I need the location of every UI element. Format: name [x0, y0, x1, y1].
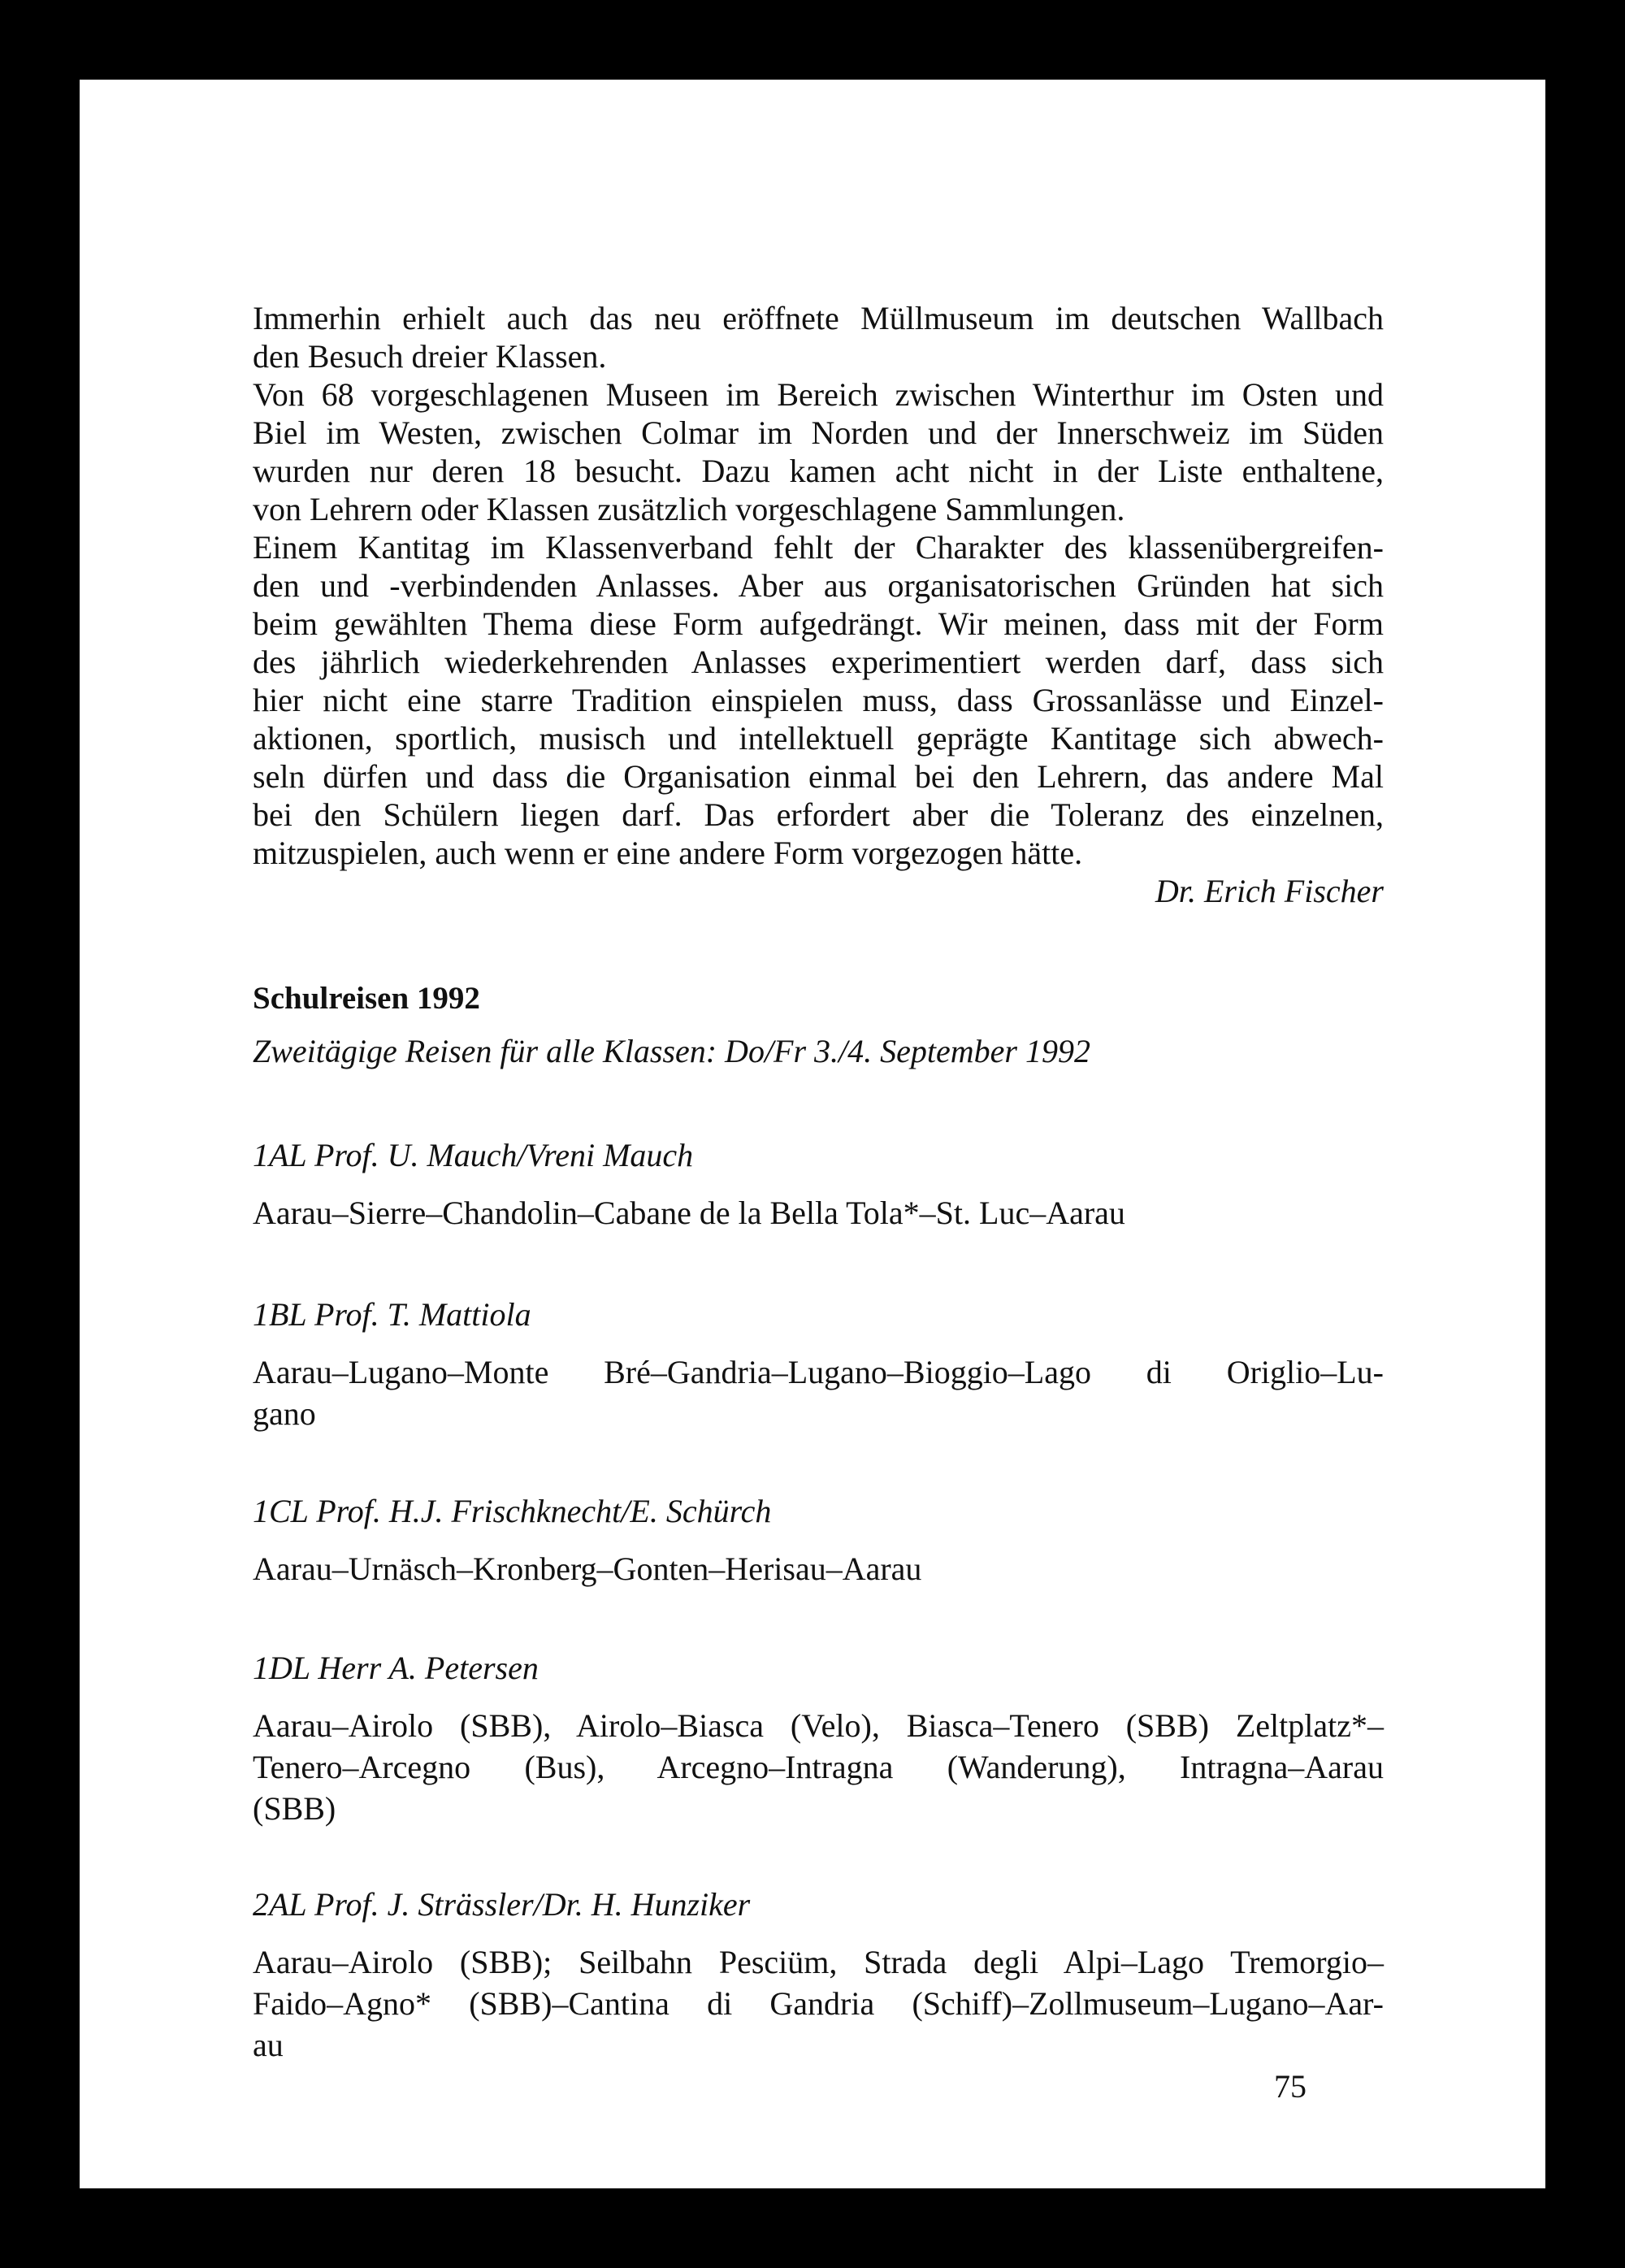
- trip-class-teachers: 1AL Prof. U. Mauch/Vreni Mauch: [253, 1137, 694, 1173]
- intro-line: seln dürfen und dass die Organisation einmal bei den Lehrern, das andere Mal: [253, 758, 1384, 795]
- trip-class-teachers: 1CL Prof. H.J. Frischknecht/E. Schürch: [253, 1493, 772, 1529]
- intro-line: den Besuch dreier Klassen.: [253, 338, 607, 375]
- intro-line: Biel im Westen, zwischen Colmar im Norden und der Innerschweiz im Süden: [253, 414, 1384, 451]
- intro-line: den und -verbindenden Anlasses. Aber aus organisatorischen Gründen hat sich: [253, 567, 1384, 604]
- route-line: Aarau–Airolo (SBB), Airolo–Biasca (Velo), Biasca–Tenero (SBB) Zeltplatz*–: [253, 1707, 1384, 1744]
- page-number: 75: [1274, 2068, 1306, 2105]
- route-line: (SBB): [253, 1790, 336, 1827]
- route-line: Aarau–Sierre–Chandolin–Cabane de la Bella Tola*–St. Luc–Aarau: [253, 1195, 1125, 1231]
- trip-route: [253, 1705, 1384, 1829]
- trip-route: [253, 1548, 1384, 1589]
- trip-route: [253, 1941, 1384, 2066]
- trip-route: [253, 1192, 1384, 1234]
- intro-line: wurden nur deren 18 besucht. Dazu kamen acht nicht in der Liste enthaltene,: [253, 453, 1384, 489]
- intro-line: von Lehrern oder Klassen zusätzlich vorgeschlagene Sammlungen.: [253, 491, 1125, 527]
- route-line: Tenero–Arcegno (Bus), Arcegno–Intragna (Wanderung), Intragna–Aarau: [253, 1749, 1384, 1785]
- trip-class-teachers: 2AL Prof. J. Strässler/Dr. H. Hunziker: [253, 1886, 751, 1923]
- route-line: Aarau–Airolo (SBB); Seilbahn Pesciüm, Strada degli Alpi–Lago Tremorgio–: [253, 1944, 1384, 1980]
- section-title: Schulreisen 1992: [253, 981, 480, 1016]
- trip-class-teachers: 1BL Prof. T. Mattiola: [253, 1296, 531, 1333]
- intro-line: Von 68 vorgeschlagenen Museen im Bereich zwischen Winterthur im Osten und: [253, 376, 1384, 413]
- intro-line: hier nicht eine starre Tradition einspielen muss, dass Grossanlässe und Einzel-: [253, 682, 1384, 718]
- route-line: Faido–Agno* (SBB)–Cantina di Gandria (Schiff)–Zollmuseum–Lugano–Aar-: [253, 1985, 1384, 2022]
- author-signature: Dr. Erich Fischer: [1155, 873, 1384, 909]
- trip-route: [253, 1351, 1384, 1434]
- intro-line: des jährlich wiederkehrenden Anlasses experimentiert werden darf, dass sich: [253, 644, 1384, 680]
- route-line: gano: [253, 1395, 316, 1432]
- intro-line: Immerhin erhielt auch das neu eröffnete Müllmuseum im deutschen Wallbach: [253, 300, 1384, 336]
- intro-line: Einem Kantitag im Klassenverband fehlt der Charakter des klassenübergreifen-: [253, 529, 1384, 566]
- page-content: [253, 299, 1384, 2063]
- trip-entry: [253, 1649, 1384, 1829]
- trip-entry: [253, 1885, 1384, 2066]
- intro-paragraph: [253, 299, 1384, 872]
- intro-line: aktionen, sportlich, musisch und intellektuell geprägte Kantitage sich abwech-: [253, 720, 1384, 757]
- intro-line: mitzuspielen, auch wenn er eine andere Form vorgezogen hätte.: [253, 835, 1083, 871]
- document-page: [80, 80, 1545, 2188]
- trip-entry: [253, 1492, 1384, 1589]
- section-subtitle: Zweitägige Reisen für alle Klassen: Do/Fr 3./4. September 1992: [253, 1033, 1090, 1069]
- route-line: Aarau–Lugano–Monte Bré–Gandria–Lugano–Bioggio–Lago di Origlio–Lu-: [253, 1354, 1384, 1390]
- trip-class-teachers: 1DL Herr A. Petersen: [253, 1650, 539, 1686]
- route-line: Aarau–Urnäsch–Kronberg–Gonten–Herisau–Aarau: [253, 1550, 922, 1587]
- trip-entry: [253, 1136, 1384, 1234]
- intro-line: beim gewählten Thema diese Form aufgedrängt. Wir meinen, dass mit der Form: [253, 605, 1384, 642]
- trip-entry: [253, 1295, 1384, 1434]
- route-line: au: [253, 2027, 284, 2063]
- intro-line: bei den Schülern liegen darf. Das erfordert aber die Toleranz des einzelnen,: [253, 796, 1384, 833]
